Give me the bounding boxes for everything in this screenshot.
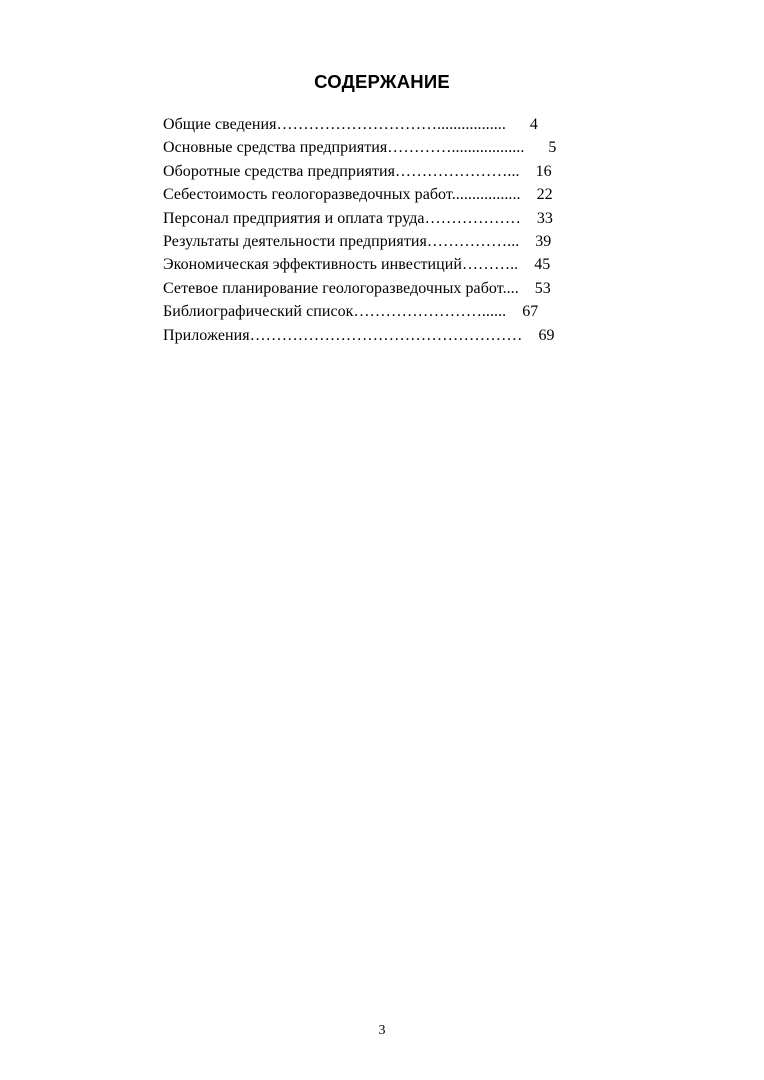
toc-entry-title: Персонал предприятия и оплата труда……………… [163, 209, 521, 227]
toc-entry-page: 39 [535, 232, 552, 250]
toc-entry [163, 253, 603, 276]
toc-entry-title: Общие сведения…………………………................. [163, 116, 506, 133]
toc-entry [163, 277, 603, 300]
toc-entry-page: 33 [536, 209, 553, 227]
toc-entry-page: 5 [548, 139, 557, 157]
toc-entry [163, 324, 603, 347]
toc-entry-title: Приложения…………………………………………… [163, 326, 523, 344]
toc-entry-title: Библиографический список……………………...... [163, 303, 507, 321]
toc-entry-page: 4 [529, 116, 538, 133]
toc-entry-page: 53 [534, 279, 551, 297]
toc-entry-title: Экономическая эффективность инвестиций……….. [163, 256, 519, 274]
toc-entry-page: 67 [522, 303, 539, 321]
toc-entry [163, 136, 603, 159]
toc-entry [163, 183, 603, 206]
table-of-contents [163, 113, 603, 347]
toc-entry-title: Оборотные средства предприятия…………………... [163, 162, 520, 180]
page-number: 3 [378, 1023, 386, 1038]
toc-entry [163, 160, 603, 183]
toc-entry-page: 16 [535, 162, 552, 180]
page-title: СОДЕРЖАНИЕ [314, 71, 450, 92]
toc-entry-page: 69 [538, 326, 555, 344]
toc-entry-title: Основные средства предприятия………….................. [163, 139, 525, 157]
toc-entry [163, 113, 603, 136]
toc-entry-page: 22 [536, 186, 553, 204]
toc-entry [163, 207, 603, 230]
toc-entry-title: Результаты деятельности предприятия……………... [163, 232, 520, 250]
toc-entry [163, 230, 603, 253]
toc-entry-page: 45 [534, 256, 551, 274]
toc-entry-title: Сетевое планирование геологоразведочных работ.... [163, 279, 519, 297]
toc-entry-title: Себестоимость геологоразведочных работ................. [163, 186, 521, 204]
toc-entry [163, 300, 603, 323]
